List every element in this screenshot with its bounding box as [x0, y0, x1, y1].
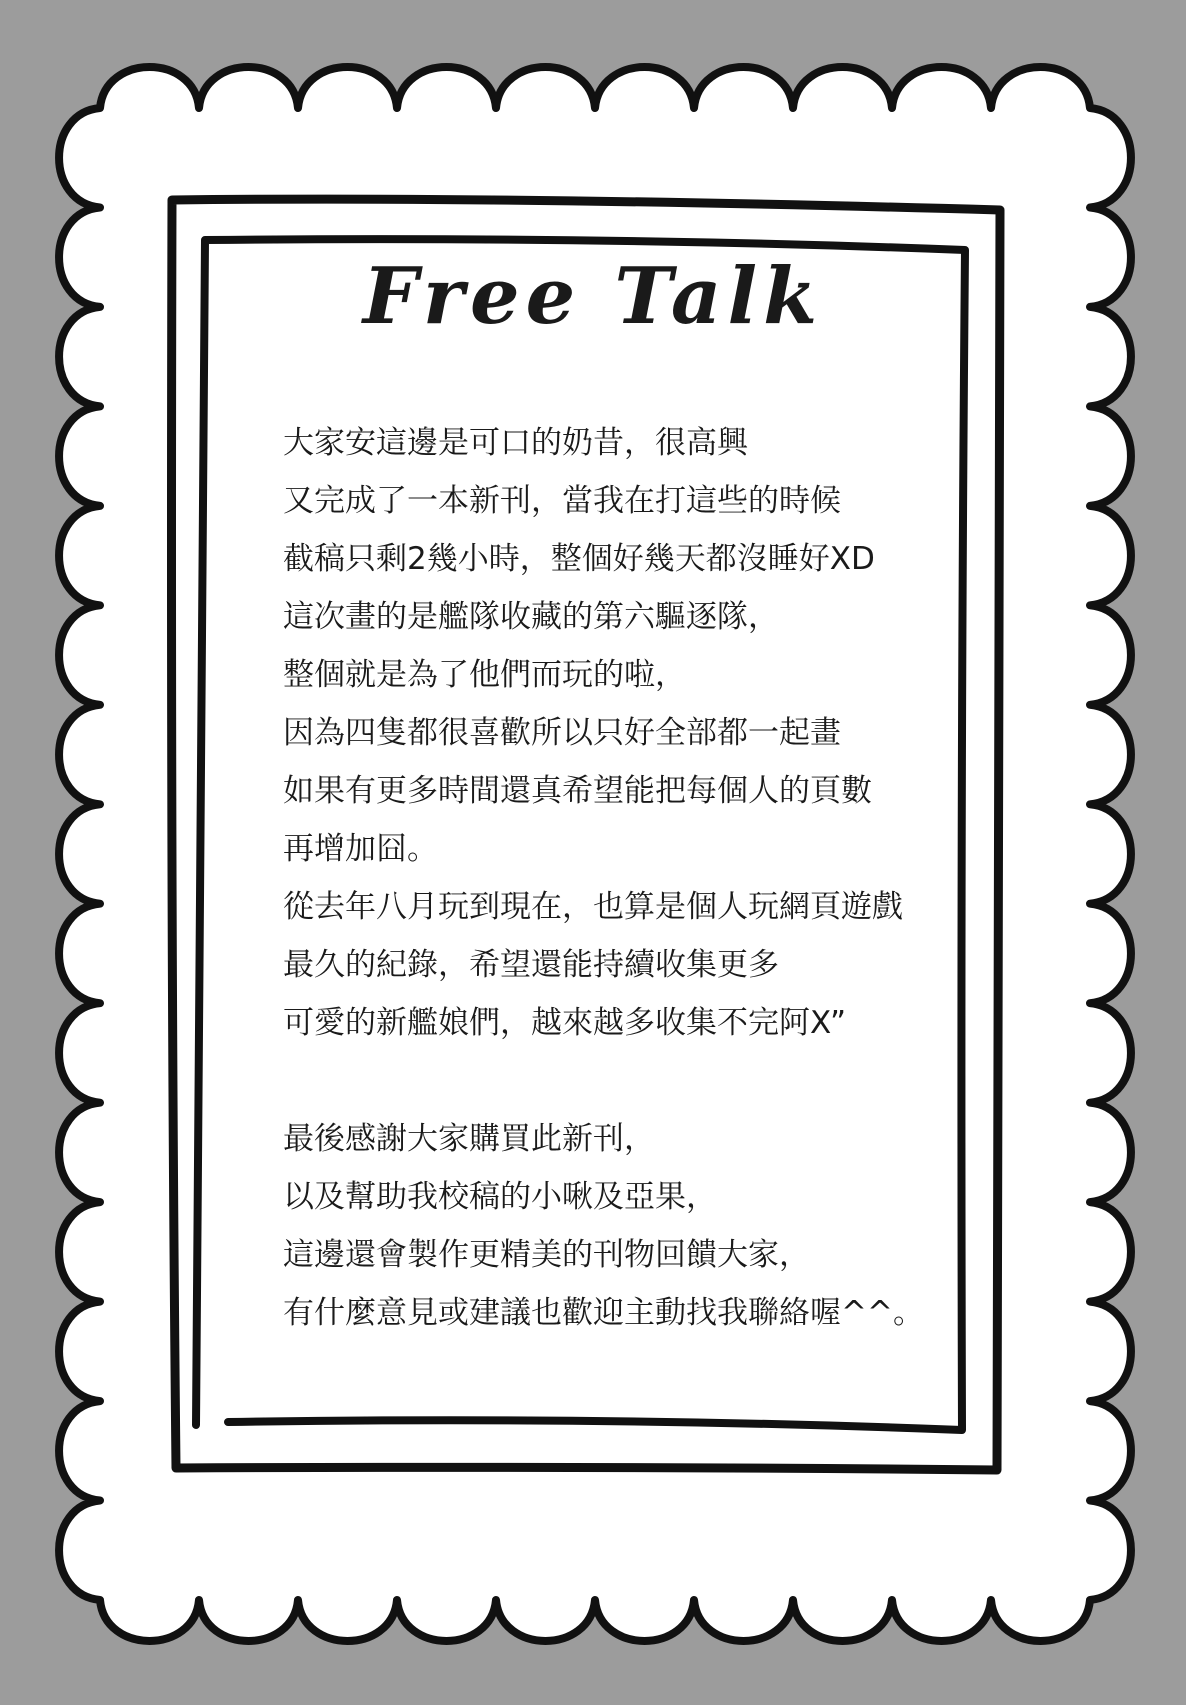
- text-line: 有什麼意見或建議也歡迎主動找我聯絡喔^^。: [283, 1295, 924, 1331]
- text-line: 最後感謝大家購買此新刊，: [283, 1121, 655, 1157]
- text-line: 最久的紀錄，希望還能持續收集更多: [283, 947, 779, 983]
- text-line: 因為四隻都很喜歡所以只好全部都一起畫: [283, 715, 841, 751]
- text-line: 又完成了一本新刊，當我在打這些的時候: [283, 483, 841, 519]
- text-line: 大家安這邊是可口的奶昔，很高興: [283, 425, 748, 461]
- text-line: 從去年八月玩到現在，也算是個人玩網頁遊戲: [283, 889, 903, 925]
- text-line: 截稿只剩2幾小時，整個好幾天都沒睡好XD: [283, 541, 875, 577]
- text-line: 再增加囧。: [283, 831, 438, 867]
- paragraph-gap: [283, 1052, 963, 1110]
- text-line: 以及幫助我校稿的小啾及亞果，: [283, 1179, 717, 1215]
- free-talk-text: [283, 414, 963, 1342]
- text-line: 這邊還會製作更精美的刊物回饋大家，: [283, 1237, 810, 1273]
- text-line: 整個就是為了他們而玩的啦，: [283, 657, 686, 693]
- page-title: Free Talk: [362, 251, 824, 342]
- text-line: 可愛的新艦娘們，越來越多收集不完阿X”: [283, 1005, 847, 1041]
- text-line: 如果有更多時間還真希望能把每個人的頁數: [283, 773, 872, 809]
- text-line: 這次畫的是艦隊收藏的第六驅逐隊，: [283, 599, 779, 635]
